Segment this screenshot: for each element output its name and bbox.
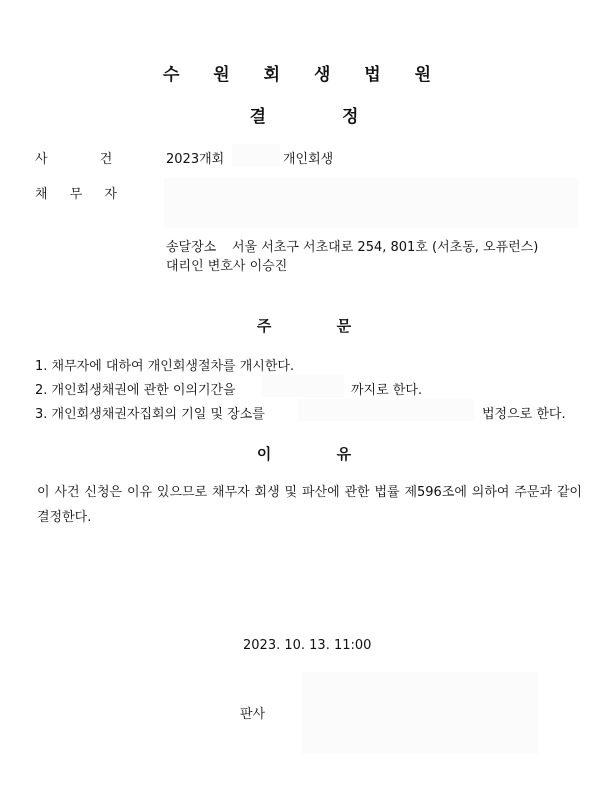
order-item-2-suffix: 까지로 한다. bbox=[351, 383, 423, 398]
judge-label: 판사 bbox=[240, 707, 266, 722]
case-label: 사 건 bbox=[35, 152, 113, 167]
redacted-debtor-info bbox=[164, 178, 578, 228]
service-address: 서울 서초구 서초대로 254, 801호 (서초동, 오퓨런스) bbox=[232, 240, 539, 255]
redacted-objection-deadline bbox=[262, 375, 344, 397]
order-heading: 주 문 bbox=[256, 317, 352, 335]
redacted-judge-signature bbox=[302, 672, 538, 754]
redacted-case-number bbox=[232, 144, 280, 166]
service-label: 송달장소 bbox=[166, 240, 217, 255]
case-number: 2023개회 bbox=[166, 152, 225, 167]
order-item-3-prefix: 3. 개인회생채권자집회의 기일 및 장소를 bbox=[35, 407, 265, 422]
agent-attorney: 대리인 변호사 이승진 bbox=[166, 259, 288, 274]
court-name: 수 원 회 생 법 원 bbox=[162, 65, 446, 85]
redacted-meeting-date bbox=[298, 399, 474, 421]
order-item-3-suffix: 법정으로 한다. bbox=[482, 407, 566, 422]
document-title: 결 정 bbox=[249, 107, 359, 127]
case-type: 개인회생 bbox=[283, 152, 334, 167]
order-item-1: 1. 채무자에 대하여 개인회생절차를 개시한다. bbox=[35, 359, 295, 374]
decision-datetime: 2023. 10. 13. 11:00 bbox=[243, 638, 372, 653]
reason-text: 이 사건 신청은 이유 있으므로 채무자 회생 및 파산에 관한 법률 제596조에 의하여 주문과 같이 결정한다. bbox=[37, 485, 582, 525]
debtor-label: 채 무 자 bbox=[35, 187, 117, 202]
reason-heading: 이 유 bbox=[256, 445, 352, 463]
order-item-2-prefix: 2. 개인회생채권에 관한 이의기간을 bbox=[35, 383, 236, 398]
